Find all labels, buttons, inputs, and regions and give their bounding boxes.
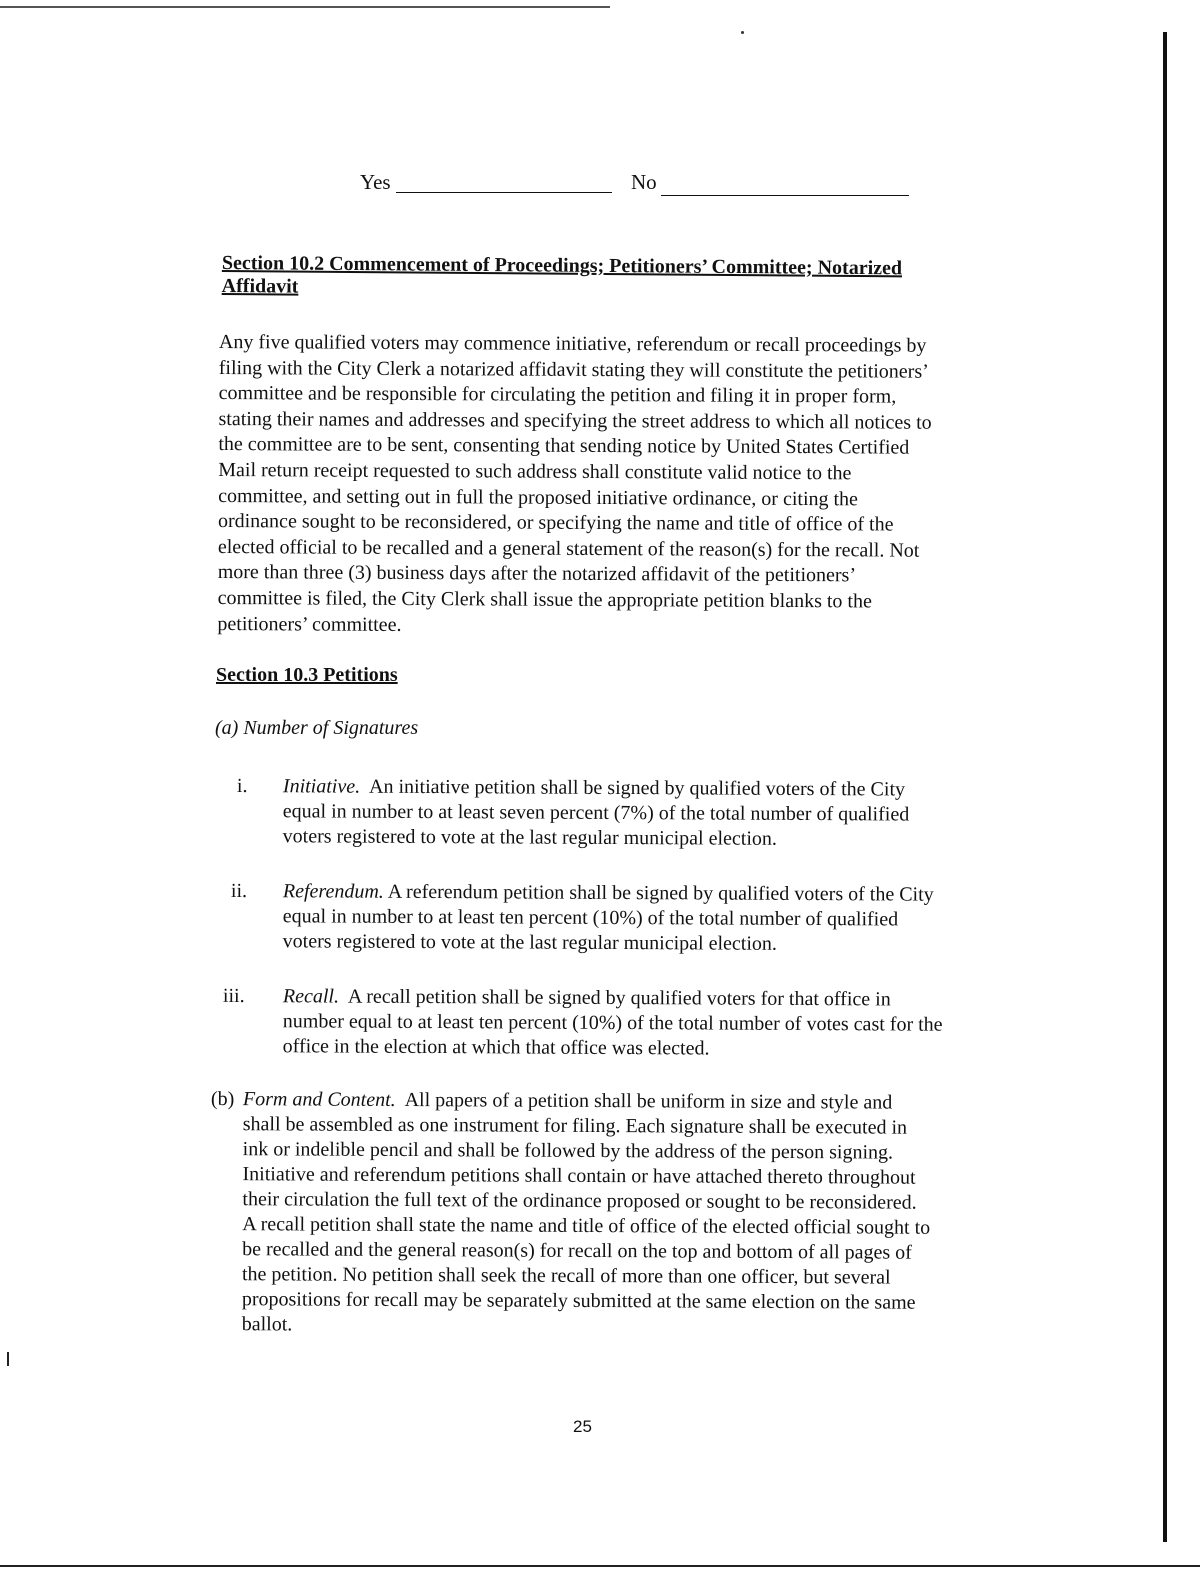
subsection-b-line: shall be assembled as one instrument for filing. Each signature shall be executed in	[242, 1113, 908, 1139]
subsection-b-text: All papers of a petition shall be uniform in size and style and	[395, 1088, 893, 1114]
list-item-text: An initiative petition shall be signed by qualified voters of the City	[360, 775, 906, 801]
subsection-b-term: Form and Content.	[242, 1088, 396, 1111]
section-10-2-heading	[222, 252, 1012, 304]
subsection-b-body	[242, 1087, 1043, 1341]
subsection-b-line: ink or indelible pencil and shall be followed by the address of the person signing.	[242, 1138, 894, 1164]
paragraph-line: the committee are to be sent, consenting that sending notice by United States Certified	[218, 433, 910, 459]
list-item-line: number equal to at least ten percent (10%) of the total number of votes cast for the	[282, 1010, 943, 1036]
paragraph-line: elected official to be recalled and a general statement of the reason(s) for the recall. Not	[217, 535, 920, 562]
list-item-text: A referendum petition shall be signed by qualified voters of the City	[383, 880, 934, 906]
list-item-line: voters registered to vote at the last regular municipal election.	[282, 930, 778, 955]
paragraph-line: more than three (3) business days after the notarized affidavit of the petitioners’	[217, 561, 857, 587]
list-item-line: voters registered to vote at the last regular municipal election.	[282, 825, 778, 850]
list-item-number: iii.	[222, 984, 245, 1008]
yes-blank-line	[396, 192, 612, 193]
list-item-term: Referendum.	[282, 880, 384, 903]
section-10-3-heading: Section 10.3 Petitions	[216, 664, 398, 686]
list-item-line: office in the election at which that office was elected.	[282, 1035, 710, 1060]
scan-top-rule	[0, 6, 610, 8]
paragraph-line: stating their names and addresses and specifying the street address to which all notices to	[218, 407, 932, 434]
subsection-b-line: Initiative and referendum petitions shall contain or have attached thereto throughout	[242, 1163, 916, 1189]
scan-speck	[741, 31, 744, 34]
list-item-line: equal in number to at least ten percent (10%) of the total number of qualified	[282, 905, 899, 931]
subsection-b-line: A recall petition shall state the name and title of office of the elected official sought to	[242, 1213, 931, 1239]
subsection-b-line: propositions for recall may be separately submitted at the same election on the same	[241, 1288, 916, 1314]
list-item-body	[283, 984, 1063, 1063]
list-item-text: A recall petition shall be signed by qualified voters for that office in	[338, 985, 891, 1011]
list-item-term: Recall.	[282, 985, 340, 1008]
list-item-number: ii.	[230, 879, 248, 903]
subsection-b-line: the petition. No petition shall seek the recall of more than one officer, but several	[241, 1263, 891, 1289]
subsection-a-heading: (a) Number of Signatures	[215, 717, 419, 739]
subsection-b-number: (b)	[210, 1088, 235, 1111]
subsection-b-line: ballot.	[241, 1313, 293, 1336]
paragraph-line: Mail return receipt requested to such address shall constitute valid notice to the	[218, 458, 852, 485]
paragraph-line: committee is filed, the City Clerk shall issue the appropriate petition blanks to the	[217, 586, 872, 613]
no-blank-line	[661, 195, 909, 196]
paragraph-line: filing with the City Clerk a notarized affidavit stating they will constitute the petitioners’	[218, 356, 929, 383]
subsection-b-line: be recalled and the general reason(s) for recall on the top and bottom of all pages of	[242, 1238, 912, 1264]
list-item-body	[283, 879, 1063, 958]
section-10-2-heading-line1: Section 10.2 Commencement of Proceedings; Petitioners’ Committee; Notarized	[221, 252, 903, 280]
section-10-2-heading-line2: Affidavit	[221, 274, 299, 298]
paragraph-line: petitioners’ committee.	[217, 612, 402, 636]
list-item-body	[283, 774, 1063, 853]
yes-label: Yes	[360, 170, 391, 194]
list-item-line: equal in number to at least seven percent (7%) of the total number of qualified	[282, 800, 910, 826]
paragraph-line: ordinance sought to be reconsidered, or specifying the name and title of office of the	[217, 510, 894, 536]
paragraph-line: committee and be responsible for circulating the petition and filing it in proper form,	[218, 382, 897, 408]
section-10-2-paragraph	[217, 330, 1039, 641]
scan-right-border	[1163, 32, 1167, 1542]
list-item-number: i.	[236, 775, 248, 798]
page-number: 25	[573, 1417, 592, 1436]
subsection-b-line: their circulation the full text of the ordinance proposed or sought to be reconsidered.	[242, 1188, 917, 1214]
scan-bottom-rule	[0, 1565, 1200, 1567]
paragraph-line: Any five qualified voters may commence initiative, referendum or recall proceedings by	[218, 331, 927, 357]
scan-left-mark	[7, 1352, 9, 1366]
paragraph-line: committee, and setting out in full the proposed initiative ordinance, or citing the	[218, 484, 859, 510]
list-item-term: Initiative.	[282, 775, 361, 798]
no-label: No	[631, 170, 657, 194]
